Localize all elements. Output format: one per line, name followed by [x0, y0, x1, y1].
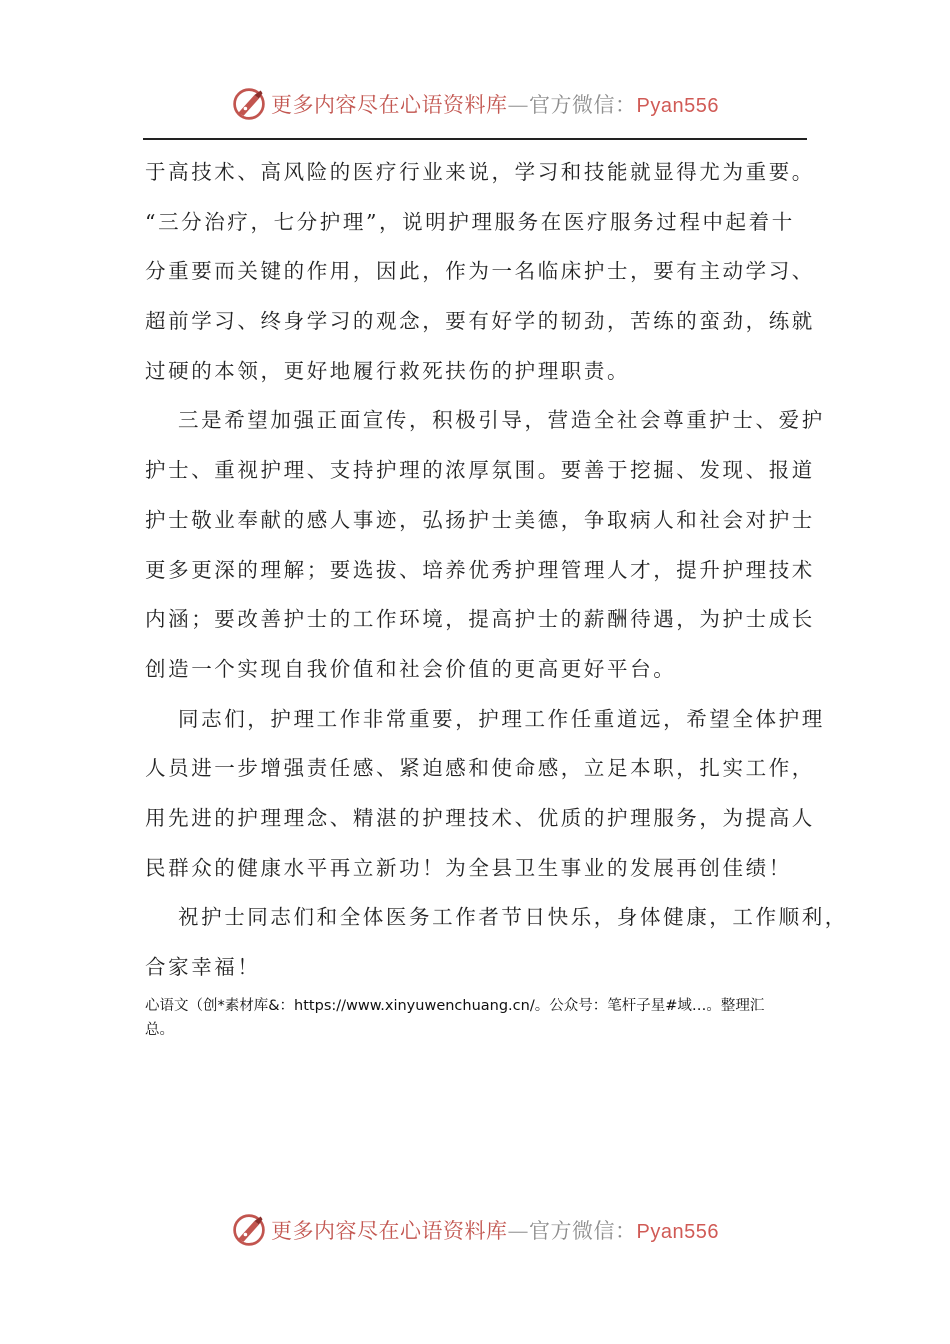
paragraph-start-line: 同志们，护理工作非常重要，护理工作任重道远，希望全体护理	[178, 706, 825, 731]
source-footnote	[145, 994, 810, 1042]
footer-site-name: 更多内容尽在心语资料库	[271, 1219, 508, 1243]
header-rule	[143, 138, 807, 140]
body-line: “三分治疗，七分护理”，说明护理服务在医疗服务过程中起着十	[145, 209, 795, 234]
header-wechat-label: 官方微信：	[529, 93, 637, 117]
header-site-name: 更多内容尽在心语资料库	[271, 93, 508, 117]
footer-banner-text	[271, 1215, 719, 1245]
body-line: 用先进的护理理念、精湛的护理技术、优质的护理服务，为提高人	[145, 805, 815, 830]
header-wechat-id: Pyan556	[636, 95, 719, 117]
body-line: 内涵；要改善护士的工作环境，提高护士的薪酬待遇，为护士成长	[145, 607, 815, 632]
body-line: 创造一个实现自我价值和社会价值的更高更好平台。	[145, 656, 677, 681]
pen-nib-circle-icon	[231, 1212, 267, 1248]
header-banner	[0, 84, 950, 124]
document-body	[145, 148, 848, 993]
footnote-line: 心语文（创*素材库&：https://www.xinyuwenchuang.cn/。公众号：笔杆子星#域…。整理汇	[145, 998, 765, 1014]
paragraph-start-line: 祝护士同志们和全体医务工作者节日快乐，身体健康，工作顺利，	[178, 905, 848, 930]
footer-wechat-id: Pyan556	[636, 1221, 719, 1243]
body-line: 过硬的本领，更好地履行救死扶伤的护理职责。	[145, 358, 631, 383]
header-banner-text	[271, 89, 719, 119]
body-line: 超前学习、终身学习的观念，要有好学的韧劲，苦练的蛮劲，练就	[145, 309, 815, 334]
body-line: 护士敬业奉献的感人事迹，弘扬护士美德，争取病人和社会对护士	[145, 507, 815, 532]
body-line: 于高技术、高风险的医疗行业来说，学习和技能就显得尤为重要。	[145, 160, 815, 184]
body-line: 更多更深的理解；要选拔、培养优秀护理管理人才，提升护理技术	[145, 557, 815, 582]
footer-banner	[0, 1210, 950, 1250]
footer-wechat-label: 官方微信：	[529, 1219, 637, 1243]
pen-nib-circle-icon	[231, 86, 267, 122]
body-line: 护士、重视护理、支持护理的浓厚氛围。要善于挖掘、发现、报道	[145, 458, 815, 483]
paragraph-start-line: 三是希望加强正面宣传，积极引导，营造全社会尊重护士、爱护	[178, 408, 825, 433]
footer-separator: —	[507, 1219, 530, 1243]
body-line: 合家幸福！	[145, 955, 261, 979]
header-separator: —	[507, 93, 530, 117]
body-line: 分重要而关键的作用，因此，作为一名临床护士，要有主动学习、	[145, 259, 815, 284]
body-line: 民群众的健康水平再立新功！为全县卫生事业的发展再创佳绩！	[145, 855, 792, 880]
body-line: 人员进一步增强责任感、紧迫感和使命感，立足本职，扎实工作，	[145, 756, 815, 781]
footnote-line: 总。	[145, 1022, 174, 1038]
